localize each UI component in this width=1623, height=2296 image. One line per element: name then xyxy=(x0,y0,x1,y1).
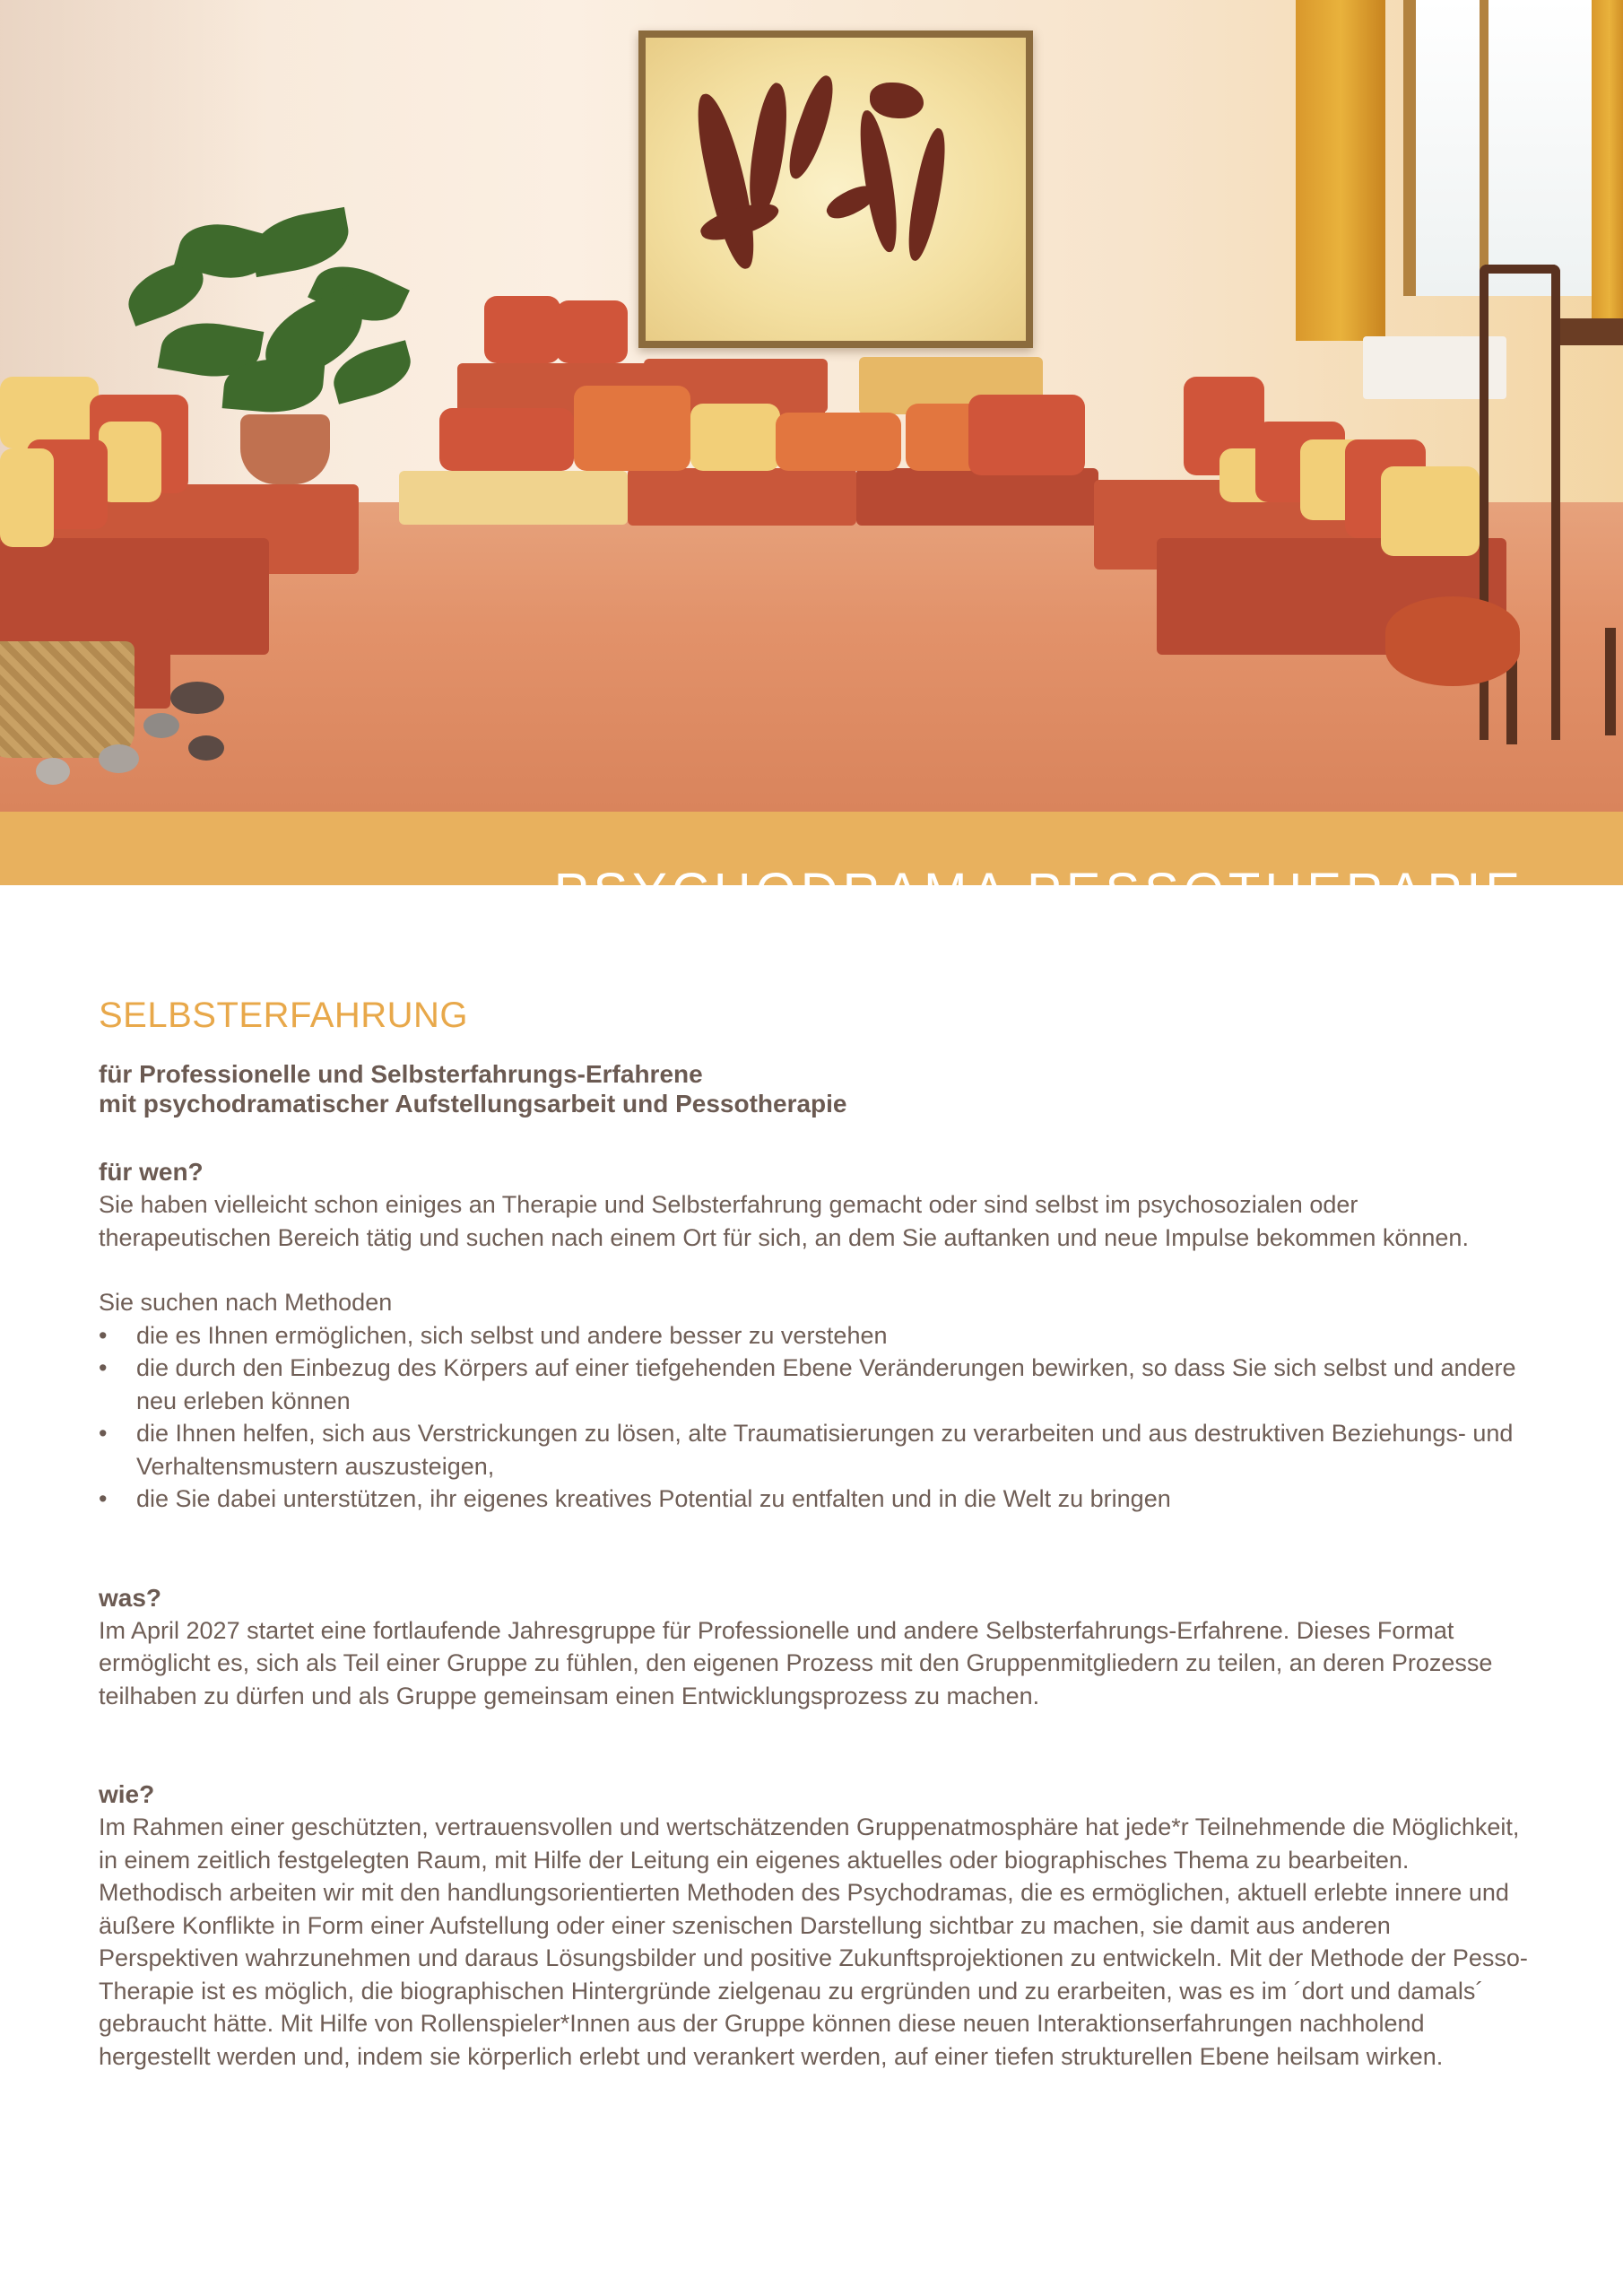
subtitle-line-1: für Professionelle und Selbsterfahrungs-Erfahrene xyxy=(99,1060,703,1088)
sofa-cream-seat xyxy=(399,471,628,525)
was-text: Im April 2027 startet eine fortlaufende Jahresgruppe für Professionelle und andere Selbsterfahrungs-Erfahrene. Dieses Format ermöglicht es, sich als Teil einer Gruppe zu fühlen, den eigenen Prozess mit den Gruppenmitgliedern zu teilen, an deren Prozesse teilhaben zu dürfen und als Gruppe gemeinsam einen Entwicklungsprozess zu machen. xyxy=(99,1616,1493,1709)
hero-photo-therapy-room xyxy=(0,0,1623,812)
section-title: SELBSTERFAHRUNG xyxy=(99,996,469,1035)
list-item: • die Sie dabei unterstützen, ihr eigenes kreatives Potential zu entfalten und in die Welt zu bringen xyxy=(99,1483,1533,1516)
methods-list xyxy=(99,1319,1533,1516)
heading-fuer-wen: für wen? xyxy=(99,1158,204,1186)
heading-was: was? xyxy=(99,1583,162,1612)
fuer-wen-text: Sie haben vielleicht schon einiges an Therapie und Selbsterfahrung gemacht oder sind selbst im psychosozialen oder therapeutischen Bereich tätig und suchen nach einem Ort für sich, an dem Sie auftanken und neue Impulse bekommen können. xyxy=(99,1191,1469,1251)
wie-text-1: Im Rahmen einer geschützten, vertrauensvollen und wertschätzenden Gruppenatmosphäre hat jede*r Teilnehmende die Möglichkeit, in einem zeitlich festgelegten Raum, mit Hilfe der Leitung ein eigenes aktuelles oder biographisches Thema zu bearbeiten. xyxy=(99,1813,1520,1874)
stone xyxy=(170,682,224,714)
main-content xyxy=(99,996,1533,2073)
heading-wie: wie? xyxy=(99,1780,155,1808)
basket xyxy=(0,641,135,758)
list-item: • die es Ihnen ermöglichen, sich selbst und andere besser zu verstehen xyxy=(99,1319,1533,1352)
pouf xyxy=(1385,596,1520,686)
list-item: • die durch den Einbezug des Körpers auf einer tiefgehenden Ebene Veränderungen bewirken, so dass Sie sich selbst und andere neu erleben können xyxy=(99,1352,1533,1417)
pillow xyxy=(484,296,560,363)
curtain xyxy=(1296,0,1385,341)
desk xyxy=(1551,318,1623,345)
subtitle-line-2: mit psychodramatischer Aufstellungsarbeit und Pessotherapie xyxy=(99,1090,847,1118)
banner-title: PSYCHODRAMA PESSOTHERAPIE xyxy=(553,862,1524,921)
abstract-painting xyxy=(638,30,1033,348)
window xyxy=(1403,0,1604,296)
title-banner xyxy=(0,812,1623,921)
wie-text-2: Methodisch arbeiten wir mit den handlungsorientierten Methoden des Psychodramas, die es ermöglichen, aktuell erlebte innere und äußere Konflikte in Form einer Aufstellung oder einer szenischen Darstellung sichtbar zu machen, sie damit aus anderen Perspektiven wahrzunehmen und daraus Lösungsbilder und positive Zukunftsprojektionen zu entwickeln. Mit der Methode der Pesso-Therapie ist es möglich, die biographischen Hintergründe zielgenau zu ergründen und zu erarbeiten, was es im ´dort und damals´ gebraucht hätte. Mit Hilfe von Rollenspieler*Innen aus der Gruppe können diese neuen Interaktionserfahrungen nachholend hergestellt werden und, indem sie körperlich erlebt und verankert werden, auf einer tiefen strukturellen Ebene heilsam wirken. xyxy=(99,1879,1528,2070)
methods-intro: Sie suchen nach Methoden xyxy=(99,1289,393,1316)
list-item: • die Ihnen helfen, sich aus Verstrickungen zu lösen, alte Traumatisierungen zu verarbeiten und aus destruktiven Beziehungs- und Verhaltensmustern auszusteigen, xyxy=(99,1417,1533,1483)
